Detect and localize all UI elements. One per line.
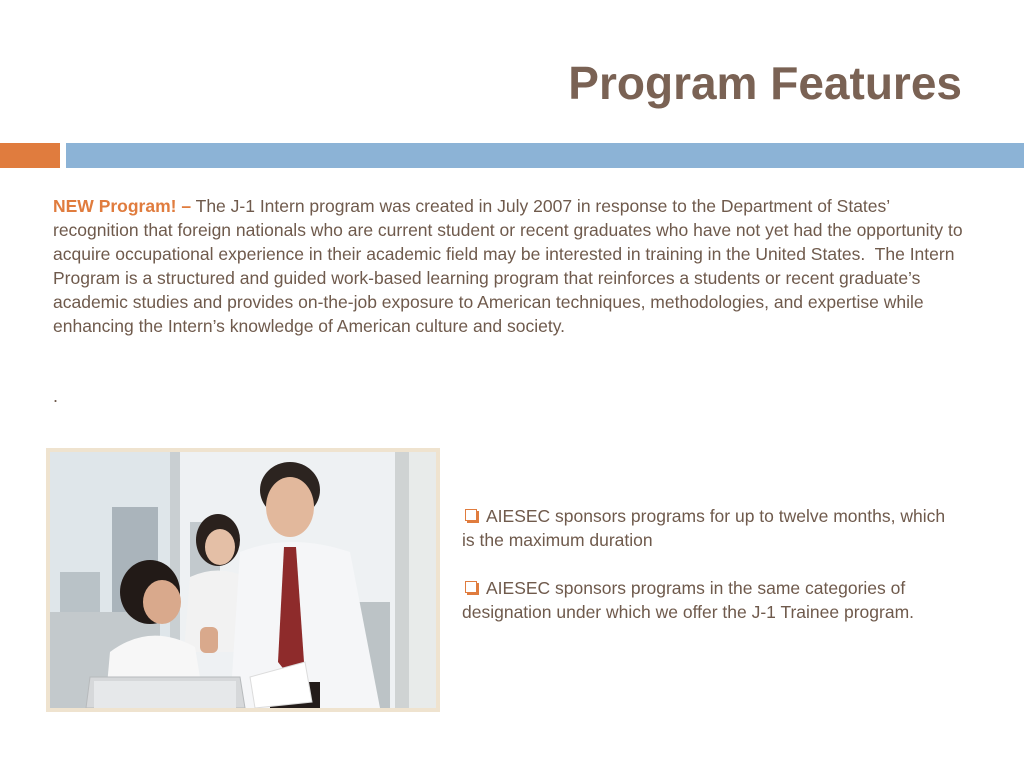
stray-dot: . [53,386,59,406]
intro-text: The J-1 Intern program was created in July 2007 in response to the Department of States’ recognition that foreign nationals who are current student or recent graduates who have not yet had the opportunity to acquire occupational experience in their academic field may be interested in training in the United States. The Intern Program is a structured and guided work-based learning program that reinforces a students or recent graduate’s academic studies and provides on-the-job exposure to American techniques, methodologies, and expertise while enhancing the Intern’s knowledge of American culture and society. [53,196,963,336]
bullet-text: AIESEC sponsors programs for up to twelve months, which is the maximum duration [462,506,946,550]
intro-paragraph [53,194,973,338]
slide-title: Program Features [568,57,962,109]
square-check-bullet-icon [465,581,477,593]
list-item [462,504,962,552]
office-photo-illustration [50,452,436,708]
bullet-text: AIESEC sponsors programs in the same categories of designation under which we offer the J-1 Trainee program. [462,578,915,622]
square-check-bullet-icon [465,509,477,521]
accent-bar-orange [0,143,60,168]
office-photo [46,448,440,712]
bullet-list [462,504,962,648]
intro-lead: NEW Program! – [53,196,192,216]
accent-bar-blue [66,143,1024,168]
list-item [462,576,962,624]
